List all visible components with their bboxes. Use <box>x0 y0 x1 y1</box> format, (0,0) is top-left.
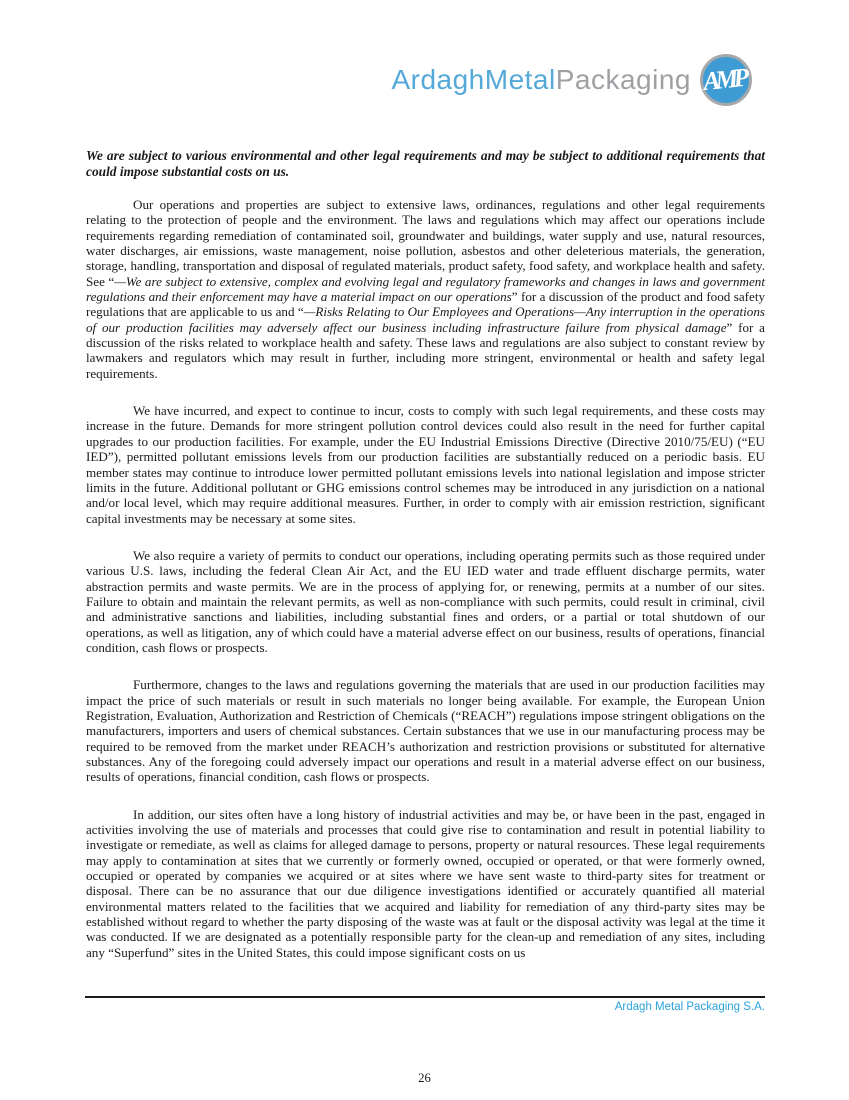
paragraph-1-text: Our operations and properties are subject to extensive laws, ordinances, regulations and other legal requirements relating to the protection of people and the environment. The laws and regulations which may affect our operations include requirements regarding remediation of contaminated soil, groundwater and buildings, water supply and use, natural resources, water discharges, air emissions, waste management, noise pollution, asbestos and other deleterious materials, the generation, storage, handling, transportation and disposal of regulated materials, product safety, food safety, and workplace health and safety. See “ <box>86 197 765 289</box>
page-body <box>86 148 765 982</box>
amp-logo-letters: AMP <box>701 62 747 97</box>
logo-wordmark-gray: Packaging <box>555 64 691 95</box>
footer-company-name: Ardagh Metal Packaging S.A. <box>614 1001 765 1013</box>
page-number: 26 <box>418 1071 431 1085</box>
paragraph-5: In addition, our sites often have a long history of industrial activities and may be, or have been in the past, engaged in activities involving the use of materials and processes that could give rise to contamination and result in potential liability to investigate or remediate, as well as claims for alleged damage to persons, property or natural resources. These legal requirements may apply to contamination at sites that we currently or formerly owned, occupied or operated, or that were formerly owned, occupied or operated by companies we acquired or at sites where we have sent waste to third-party sites for treatment or disposal. There can be no assurance that our due diligence investigations identified or accurately quantified all material environmental matters related to the facilities that we acquired and liability for remediation of any third-party sites may be established without regard to whether the party disposing of the waste was at fault or the disposal activity was legal at the time it was conducted. If we are designated as a potentially responsible party for the clean-up and remediation of any sites, including any “Superfund” sites in the United States, this could impose significant costs on us <box>86 806 765 960</box>
paragraph-1-crossreference-2: —Risks Relating to Our Employees and Operations—Any interruption in the operations of our production facilities may adversely affect our business including infrastructure failure from physical damage <box>86 304 765 335</box>
paragraph-1-text-2: ” for a discussion of the product and food safety regulations that are applicable to us and “ <box>86 289 766 320</box>
logo-wordmark <box>391 64 691 96</box>
paragraph-3: We also require a variety of permits to conduct our operations, including operating permits such as those required under various U.S. laws, including the federal Clean Air Act, and the EU IED water and trade effluent discharge permits, water abstraction permits and waste permits. We are in the process of applying for, or renewing, permits at a number of our sites. Failure to obtain and maintain the relevant permits, as well as non-compliance with such permits, could result in criminal, civil and administrative sanctions and liabilities, including substantial fines and orders, or a partial or total shutdown of our operations, as well as litigation, any of which could have a material adverse effect on our business, results of operations, financial condition, cash flows or prospects. <box>86 547 765 655</box>
paragraph-1-crossreference-1: —We are subject to extensive, complex and evolving legal and regulatory frameworks and changes in laws and government regulations and their enforcement may have a material impact on our operations <box>86 273 765 305</box>
paragraph-1 <box>86 197 765 381</box>
logo-wordmark-blue: ArdaghMetal <box>391 64 556 95</box>
footer-rule <box>85 996 765 998</box>
company-logo <box>391 54 752 106</box>
paragraph-4: Furthermore, changes to the laws and regulations governing the materials that are used in our production facilities may impact the price of such materials or result in such materials no longer being available. For example, the European Union Registration, Evaluation, Authorization and Restriction of Chemicals (“REACH”) regulations impose stringent obligations on the manufacturers, importers and users of chemical substances. Certain substances that we use in our manufacturing process may be required to be removed from the market under REACH’s authorization and restriction provisions or substituted for alternative substances. Any of the foregoing could adversely impact our operations and result in a material adverse effect on our business, results of operations, financial condition, cash flows or prospects. <box>86 677 765 785</box>
paragraph-1-text-3: ” for a discussion of the risks related to workplace health and safety. These laws and regulations are also subject to constant review by lawmakers and regulators which may result in further, including more stringent, environmental or health and safety legal requirements. <box>86 319 765 381</box>
risk-factor-heading: We are subject to various environmental and other legal requirements and may be subject to additional requirements that could impose substantial costs on us. <box>86 148 765 179</box>
amp-logo-icon <box>700 54 752 106</box>
paragraph-2: We have incurred, and expect to continue to incur, costs to comply with such legal requirements, and these costs may increase in the future. Demands for more stringent pollution control devices could also result in the need for further capital upgrades to our production facilities. For example, under the EU Industrial Emissions Directive (Directive 2010/75/EU) (“EU IED”), permitted pollutant emissions levels from our production facilities are substantially reduced on a periodic basis. EU member states may continue to introduce lower permitted pollutant emissions levels into national legislation and impose stricter limits in the future. Additional pollutant or GHG emissions control schemes may be introduced in any jurisdiction on a national and/or local level, which may require additional measures. Further, in order to comply with air emission restriction, significant capital investments may be necessary at some sites. <box>86 403 765 526</box>
